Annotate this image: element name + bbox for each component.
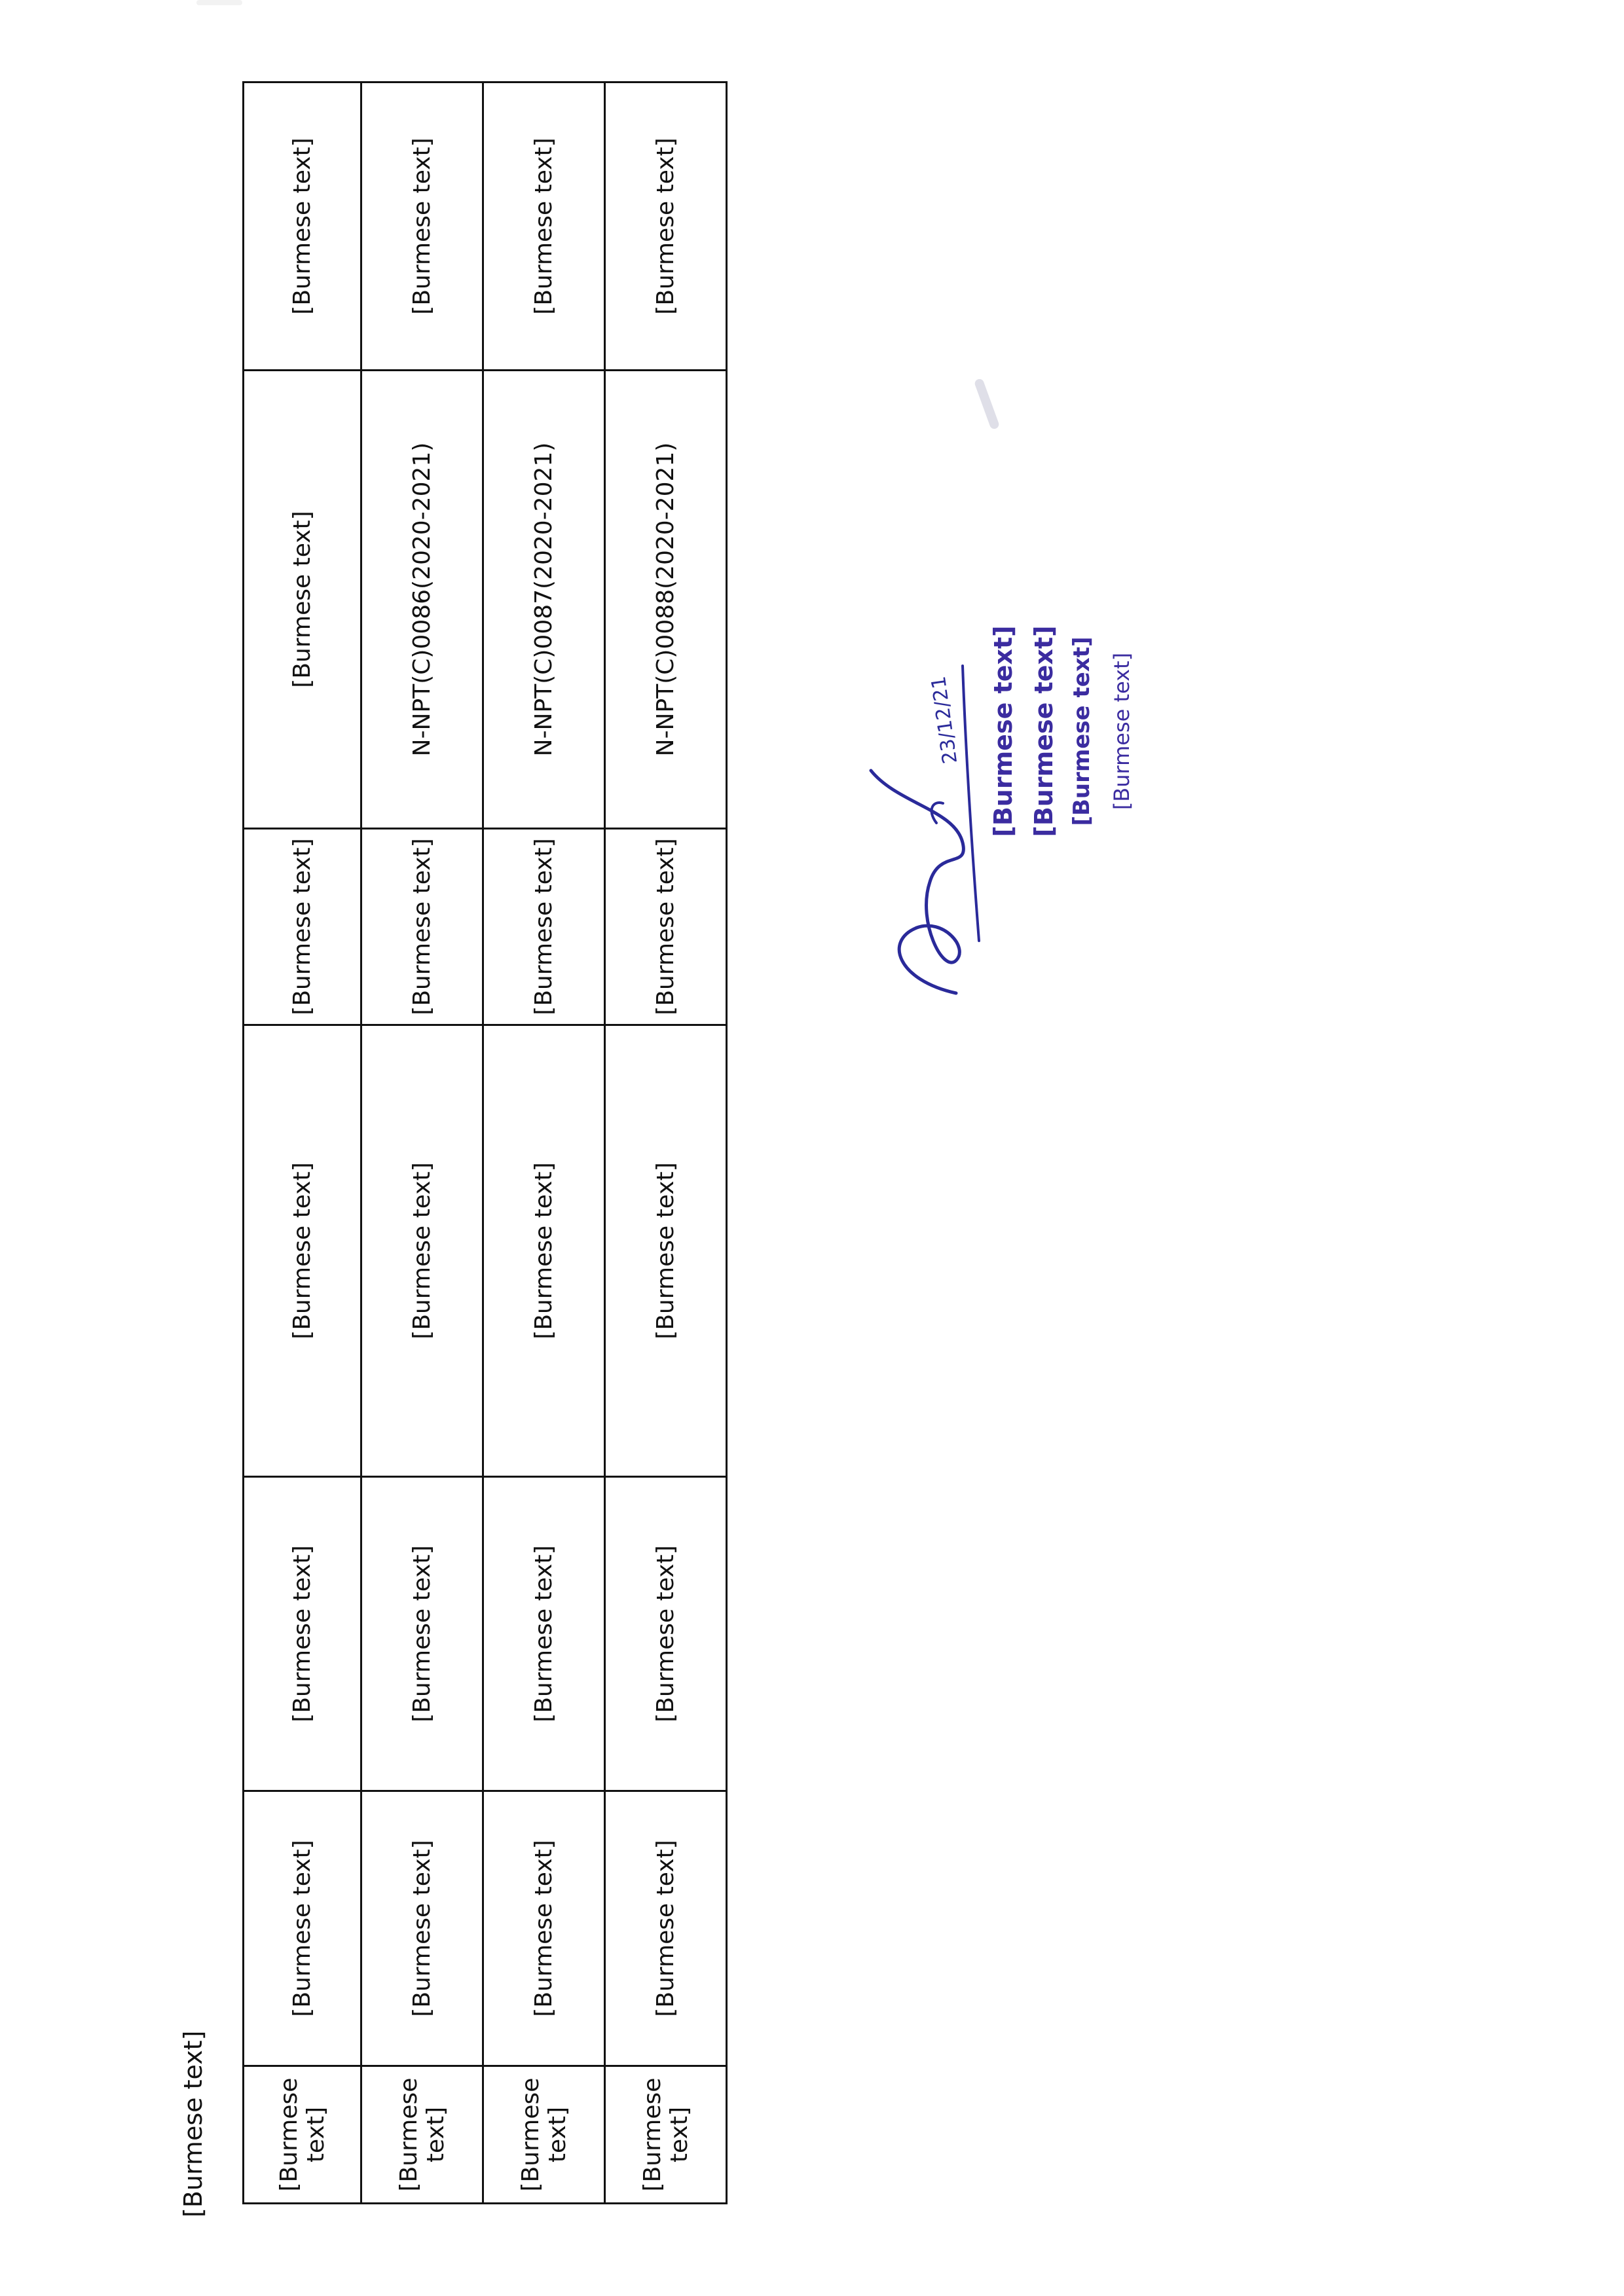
- license-table: [242, 81, 728, 2204]
- cell-name: [Burmese text]: [361, 1791, 483, 2066]
- cell-address: [Burmese text]: [605, 1477, 727, 1791]
- header-office: [Burmese text]: [244, 1025, 361, 1477]
- header-license-type: [Burmese text]: [244, 829, 361, 1025]
- cell-license-no: N-NPT(C)0086(2020-2021): [361, 371, 483, 829]
- signature-stamp-block: [858, 280, 1225, 1183]
- header-no: [Burmese text]: [244, 2066, 361, 2204]
- cell-remark: [Burmese text]: [605, 82, 727, 371]
- header-address: [Burmese text]: [244, 1477, 361, 1791]
- cell-license-no: N-NPT(C)0087(2020-2021): [483, 371, 605, 829]
- signatory-department: [Burmese text]: [1109, 652, 1134, 811]
- cell-name: [Burmese text]: [483, 1791, 605, 2066]
- cell-office: [Burmese text]: [361, 1025, 483, 1477]
- table-row: [483, 82, 605, 2204]
- header-remark: [Burmese text]: [244, 82, 361, 371]
- cell-office: [Burmese text]: [483, 1025, 605, 1477]
- cell-license-no: N-NPT(C)0088(2020-2021): [605, 371, 727, 829]
- table-row: [605, 82, 727, 2204]
- cell-remark: [Burmese text]: [483, 82, 605, 371]
- cell-office: [Burmese text]: [605, 1025, 727, 1477]
- cell-no: [Burmese text]: [605, 2066, 727, 2204]
- signatory-title: [Burmese text]: [1029, 625, 1058, 837]
- signatory-name: [Burmese text]: [989, 625, 1018, 837]
- cell-license-type: [Burmese text]: [483, 829, 605, 1025]
- table-header-row: [244, 82, 361, 2204]
- handwritten-signature: [858, 653, 995, 1019]
- cell-license-type: [Burmese text]: [605, 829, 727, 1025]
- cell-address: [Burmese text]: [361, 1477, 483, 1791]
- document-heading: [Burmese text]: [179, 2030, 208, 2217]
- header-name: [Burmese text]: [244, 1791, 361, 2066]
- cell-address: [Burmese text]: [483, 1477, 605, 1791]
- cell-no: [Burmese text]: [483, 2066, 605, 2204]
- cell-remark: [Burmese text]: [361, 82, 483, 371]
- cell-no: [Burmese text]: [361, 2066, 483, 2204]
- signature-date: 23/12/21: [927, 674, 963, 765]
- header-license-no: [Burmese text]: [244, 371, 361, 829]
- cell-name: [Burmese text]: [605, 1791, 727, 2066]
- table-row: [361, 82, 483, 2204]
- signatory-office: [Burmese text]: [1069, 636, 1095, 826]
- cell-license-type: [Burmese text]: [361, 829, 483, 1025]
